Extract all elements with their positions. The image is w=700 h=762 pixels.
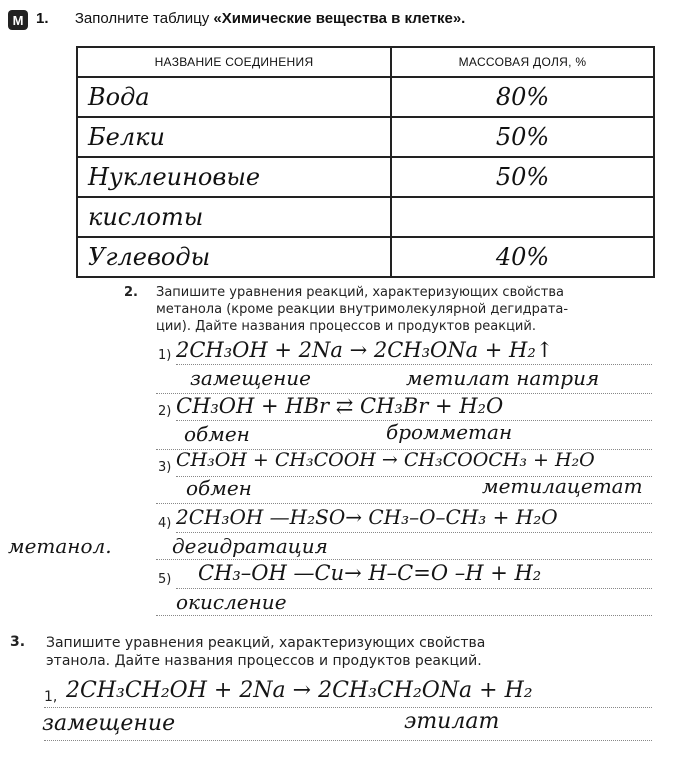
task2-instruction-line: ции). Дайте названия процессов и продуктов реакций. <box>156 319 536 334</box>
chemicals-table <box>76 46 655 278</box>
table-row <box>77 157 654 197</box>
task2-instruction-line: метанола (кроме реакции внутримолекулярной дегидрата- <box>156 302 569 317</box>
task2-number: 2. <box>124 285 138 300</box>
task3-number: 3. <box>10 634 26 650</box>
table-cell-value: 50% <box>391 157 654 197</box>
process-name: замещение <box>42 711 176 736</box>
answer-line <box>156 615 652 616</box>
task3-instruction-line: Запишите уравнения реакций, характеризующих свойства <box>46 635 486 651</box>
textbook-badge-icon: М <box>8 10 28 30</box>
process-name: окисление <box>176 590 287 614</box>
product-name: бромметан <box>386 420 513 444</box>
answer-line <box>176 588 652 589</box>
table-cell-value: 80% <box>391 77 654 117</box>
item-number: 2) <box>158 404 172 419</box>
task1-title: «Химические вещества в клетке». <box>213 10 466 27</box>
table-cell-name: Белки <box>77 117 391 157</box>
equation-text: CH₃–OH —Cu→ H–C=O –H + H₂ <box>198 561 542 585</box>
answer-line <box>176 364 652 365</box>
product-name: метилацетат <box>482 474 643 498</box>
process-name: обмен <box>184 422 250 446</box>
product-name: метилат натрия <box>406 366 600 390</box>
answer-line <box>44 740 652 741</box>
table-cell-value: 40% <box>391 237 654 277</box>
item-number: 4) <box>158 516 172 531</box>
item-number: 5) <box>158 572 172 587</box>
equation-text: 2CH₃CH₂OH + 2Na → 2CH₃CH₂ONa + H₂ <box>66 678 533 703</box>
table-row <box>77 77 654 117</box>
table-row <box>77 197 654 237</box>
table-cell-value: 50% <box>391 117 654 157</box>
table-cell-name: Нуклеиновые <box>77 157 391 197</box>
answer-line <box>44 707 652 708</box>
table-header-name: НАЗВАНИЕ СОЕДИНЕНИЯ <box>77 47 391 77</box>
process-name: замещение <box>190 366 311 390</box>
product-name: этилат <box>404 709 500 734</box>
equation-text: 2CH₃OH —H₂SO→ CH₃–O–CH₃ + H₂O <box>176 505 558 529</box>
table-row <box>77 117 654 157</box>
task1-number: 1. <box>36 10 49 27</box>
table-row <box>77 237 654 277</box>
table-cell-name: кислоты <box>77 197 391 237</box>
table-header-row <box>77 47 654 77</box>
equation-text: CH₃OH + HBr ⇄ CH₃Br + H₂O <box>176 394 504 418</box>
answer-line <box>176 532 652 533</box>
task3-instruction-line: этанола. Дайте названия процессов и продуктов реакций. <box>46 653 482 669</box>
equation-text: 2CH₃OH + 2Na → 2CH₃ONa + H₂↑ <box>176 338 554 362</box>
item-number: 1, <box>44 689 58 705</box>
item-number: 1) <box>158 348 172 363</box>
table-cell-value <box>391 197 654 237</box>
table-header-mass: МАССОВАЯ ДОЛЯ, % <box>391 47 654 77</box>
task2-instruction-line: Запишите уравнения реакций, характеризующих свойства <box>156 285 564 300</box>
item-number: 3) <box>158 460 172 475</box>
product-name: метанол. <box>8 534 112 558</box>
table-cell-name: Углеводы <box>77 237 391 277</box>
task1-instruction: Заполните таблицу <box>74 10 214 27</box>
process-name: обмен <box>186 476 252 500</box>
answer-line <box>156 559 652 560</box>
answer-line <box>156 503 652 504</box>
table-cell-name: Вода <box>77 77 391 117</box>
equation-text: CH₃OH + CH₃COOH → CH₃COOCH₃ + H₂O <box>176 449 595 471</box>
process-name: дегидратация <box>172 534 328 558</box>
task1-header <box>36 10 465 27</box>
